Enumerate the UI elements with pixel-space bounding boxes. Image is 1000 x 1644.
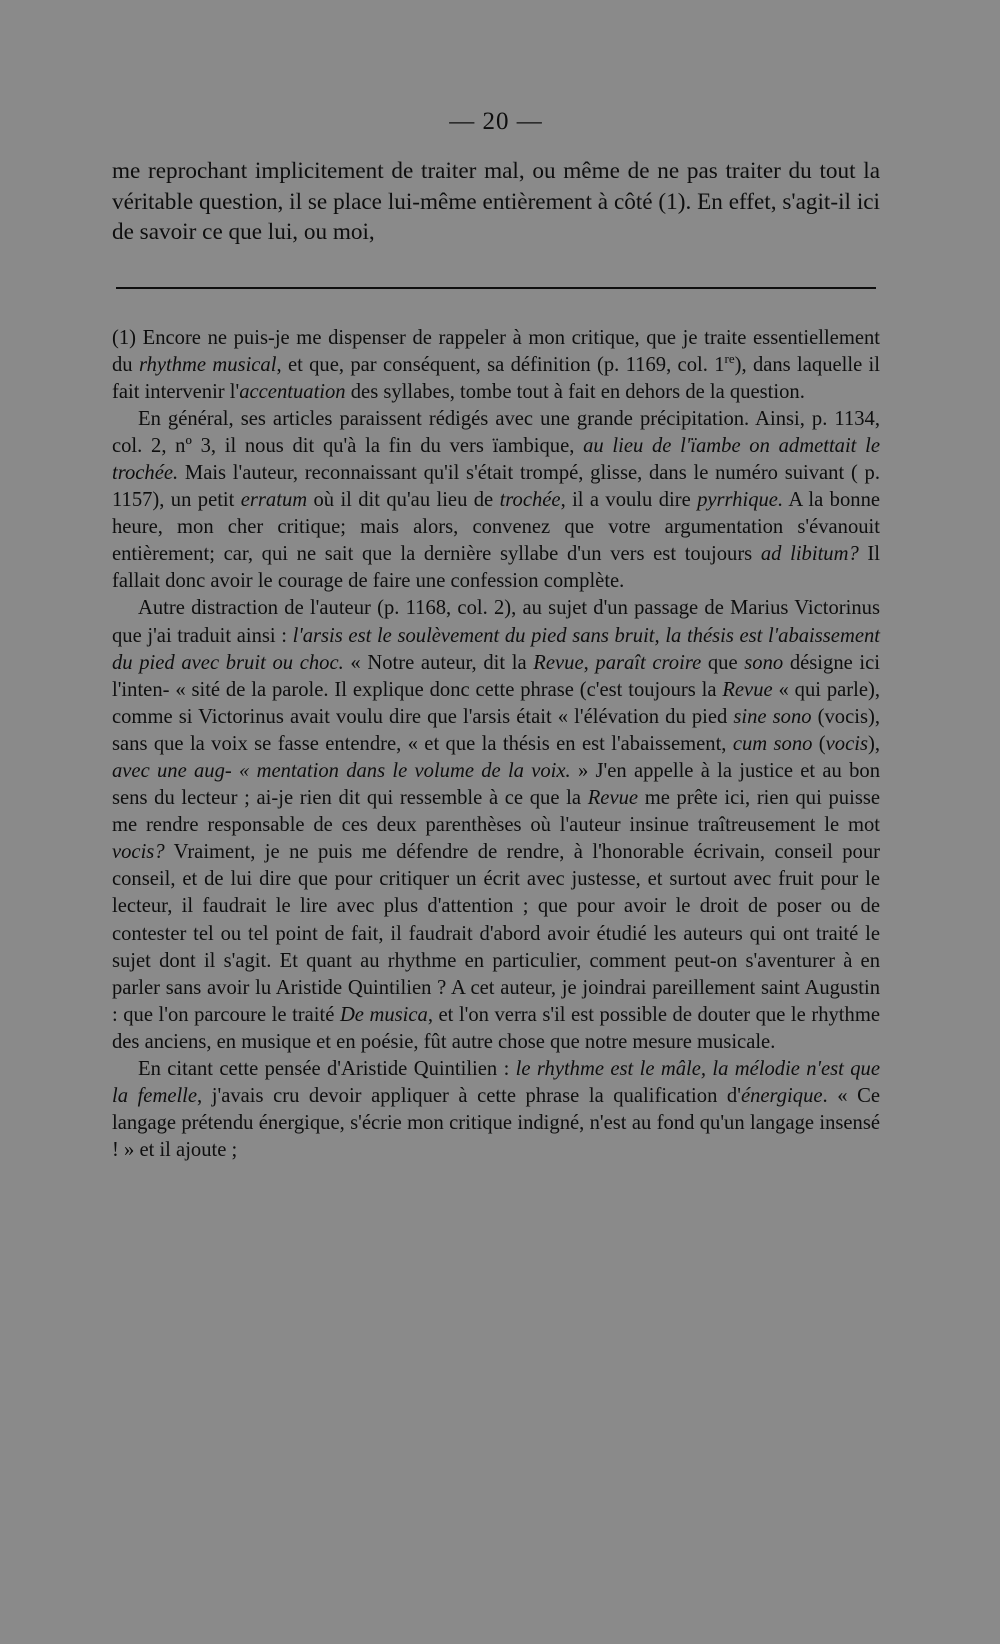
italic-run: erratum [240,489,308,512]
italic-run: cum sono [732,732,813,755]
text-run: , et l'on verra s'il est possible de douter que le rhythme des anciens, en musique et en poésie, fût autre chose que notre mesure musicale. [112,1003,880,1053]
text-run: En général, ses articles paraissent rédigés avec une grande précipitation. Ainsi, p. 1134, col. 2, nº 3, il nous dit qu'à la fin du vers ïambique, [112,407,880,457]
text-run: , [583,651,596,674]
italic-run: sine sono [733,705,812,728]
text-run: Mais l'auteur, reconnaissant qu'il s'était trompé, glisse, dans le numéro suivant ( p. 1157), un petit [112,461,880,512]
text-run: Autre distraction de l'auteur (p. 1168, col. 2), au sujet d'un passage de Marius Victorinus que j'ai traduit ainsi : [112,597,880,647]
text-run: « qui parle), comme si Victorinus avait voulu dire que l'arsis était « l'élévation du pied [112,678,880,728]
text-run: , il a voulu dire [560,489,698,512]
main-paragraph: me reprochant implicitement de traiter mal, ou même de ne pas traiter du tout la véritable question, il se place lui-même entièrement à côté (1). En effet, s'agit-il ici de savoir ce que lui, ou moi, [112,158,880,245]
page-number: — 20 — [449,108,543,135]
footnote-paragraph-2 [112,406,880,596]
footnote-paragraph-3 [112,595,880,1056]
text-run: ( [812,732,826,755]
footnote [112,325,880,1165]
italic-run: le rhythme est le mâle, la mélodie n'est que la femelle [112,1058,880,1108]
italic-run: vocis? [112,841,165,864]
italic-run: accentuation [239,380,346,403]
text-run: des syllabes, tombe tout à fait en dehors de la question. [345,380,805,403]
footnote-paragraph-4 [112,1056,880,1164]
italic-run: avec une aug- « mentation dans le volume de la voix. [112,760,571,782]
text-run: » J'en appelle à la justice et au bon sens du lecteur ; ai-je rien dit qui ressemble à ce que la [112,760,880,810]
superscript-run: re [724,350,735,366]
italic-run: Revue [722,678,773,701]
text-run: me prête ici, rien qui puisse me rendre responsable de ces deux parenthèses où l'auteur insinue traîtreusement le mot [112,787,880,837]
text-run: , et que, par conséquent, sa définition (p. 1169, col. 1 [276,353,725,376]
text-run: A la bonne heure, mon cher critique; mais alors, convenez que votre argumentation s'évanouit entièrement; car, qui ne sait que la dernière syllabe d'un vers est toujours [112,489,880,566]
text-run: que [701,651,745,674]
text-run: Vraiment, je ne puis me défendre de rendre, à l'honorable écrivain, conseil pour conseil, et de lui dire que pour critiquer un écrit avec justesse, et surtout avec fruit pour le lecteur, il faudrait le lire avec plus d'attention ; que pour avoir le droit de poser ou de contester tel ou tel point de fait, il faudrait d'abord avoir étudié les auteurs qui ont traité le sujet dont il s'agit. Et quant au rhythme en particulier, comment peut-on s'aventurer à en parler sans avoir lu Aristide Quintilien ? A cet auteur, je joindrai pareillement saint Augustin : que l'on parcoure le traité [112,841,880,1026]
italic-run: trochée [499,489,561,512]
text-run: désigne ici l'inten- « sité de la parole. Il explique donc cette phrase (c'est toujours la [112,651,880,701]
footnote-separator-rule [116,287,876,289]
italic-run: énergique [740,1085,823,1108]
italic-run: Revue [533,651,584,674]
text-run: Il fallait donc avoir le courage de faire une confession complète. [112,543,880,593]
text-run: En citant cette pensée d'Aristide Quintilien : [138,1058,516,1081]
italic-run: au lieu de l'ïambe on admettait le trochée. [112,434,880,484]
text-run: . « Ce langage prétendu énergique, s'écrie mon critique indigné, n'est au fond qu'un langage insensé ! » et il ajoute ; [112,1085,880,1162]
italic-run: Revue [587,787,639,810]
italic-run: vocis [825,732,868,755]
text-run: (1) Encore ne puis-je me dispenser de rappeler à mon critique, que je traite essentiellement du [112,326,880,376]
italic-run: ad libitum? [760,543,859,566]
text-run: ), [867,732,880,755]
text-run: « Notre auteur, dit la [343,651,534,674]
main-text [112,156,880,248]
italic-run: sono [744,651,784,674]
text-run: où il dit qu'au lieu de [307,489,500,512]
text-run: , j'avais cru devoir appliquer à cette phrase la qualification d' [197,1085,741,1108]
italic-run: paraît croire [595,651,702,674]
italic-run: De musica [339,1003,428,1026]
italic-run: pyrrhique. [697,489,784,512]
italic-run: l'arsis est le soulèvement du pied sans bruit, la thésis est l'abaissement du pied avec bruit ou choc. [112,624,880,674]
italic-run: rhythme musical [138,353,277,376]
footnote-paragraph-1 [112,325,880,406]
text-run: ), dans laquelle il fait intervenir l' [112,353,880,403]
text-run: (vocis), sans que la voix se fasse entendre, « et que la thésis en est l'abaissement, [112,705,880,755]
